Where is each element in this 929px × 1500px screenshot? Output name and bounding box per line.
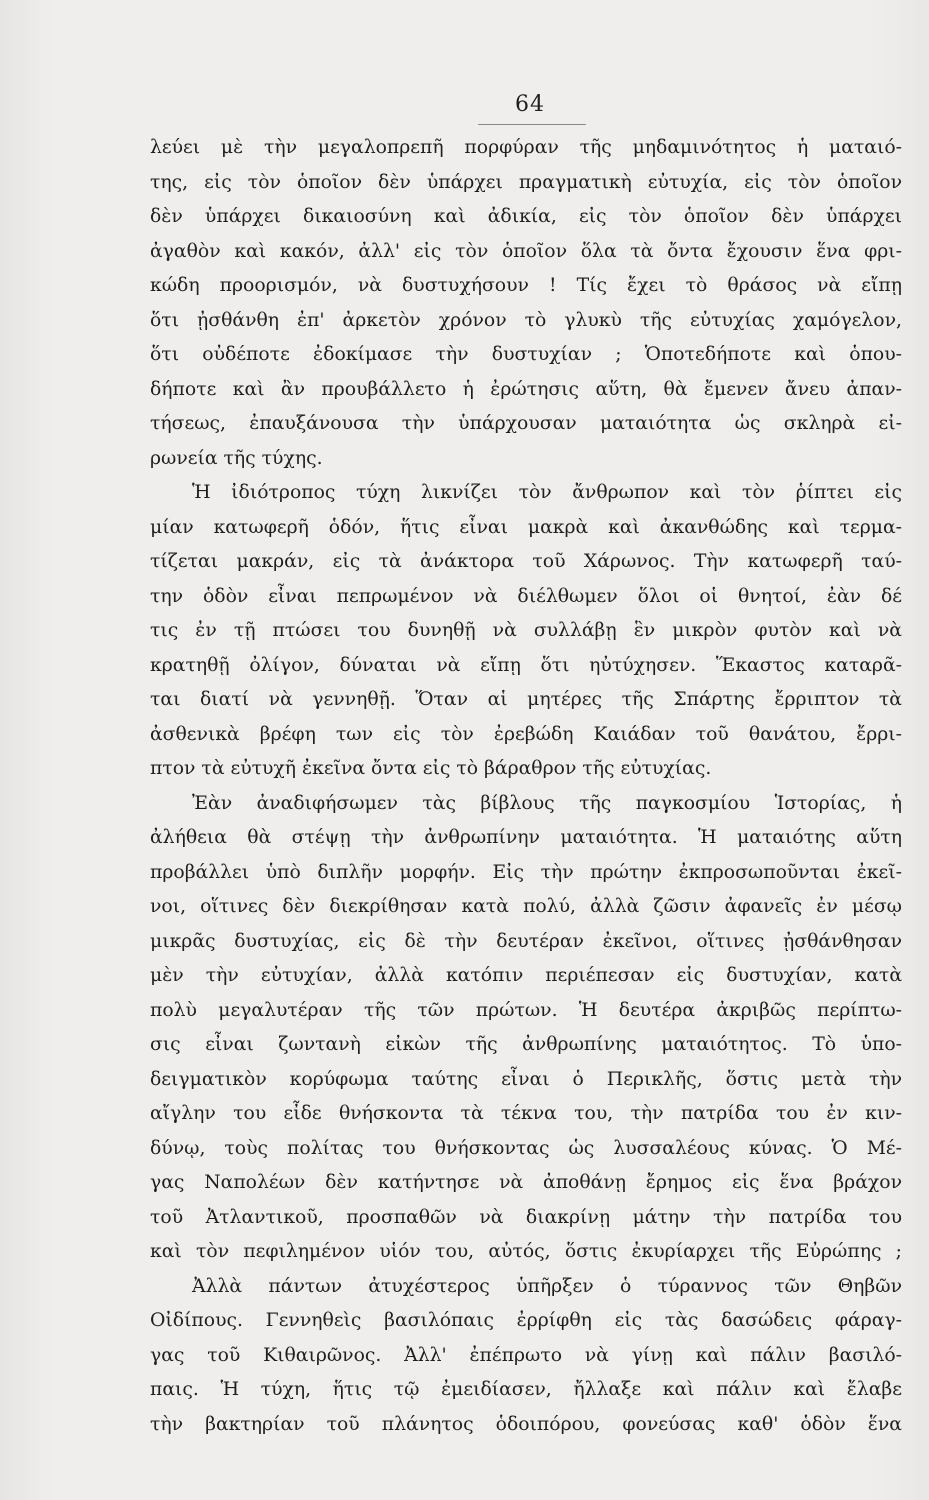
text-line: λεύει μὲ τὴν μεγαλοπρεπῆ πορφύραν τῆς μηδαμινότητος ἡ ματαιό- — [150, 137, 902, 158]
text-line: παις. Ἡ τύχη, ἥτις τῷ ἐμειδίασεν, ἤλλαξε καὶ πάλιν καὶ ἔλαβε — [150, 1379, 902, 1400]
text-line: σις εἶναι ζωντανὴ εἰκὼν τῆς ἀνθρωπίνης ματαιότητος. Τὸ ὑπο- — [150, 1034, 902, 1055]
text-line: γας Ναπολέων δὲν κατήντησε νὰ ἀποθάνῃ ἔρημος εἰς ἕνα βράχον — [150, 1172, 902, 1193]
page-number-rule — [478, 124, 586, 125]
text-line: πολὺ μεγαλυτέραν τῆς τῶν πρώτων. Ἡ δευτέρα ἀκριβῶς περίπτω- — [150, 999, 902, 1021]
text-line: δήποτε καὶ ἂν προυβάλλετο ἡ ἐρώτησις αὕτη, θὰ ἔμενεν ἄνευ ἀπαν- — [150, 378, 902, 400]
body-text — [150, 131, 902, 1442]
text-line: ρωνεία τῆς τύχης. — [150, 447, 323, 469]
text-line: αἴγλην του εἶδε θνήσκοντα τὰ τέκνα του, τὴν πατρίδα του ἐν κιν- — [150, 1103, 902, 1124]
text-line: νοι, οἵτινες δὲν διεκρίθησαν κατὰ πολύ, ἀλλὰ ζῶσιν ἀφανεῖς ἐν μέσῳ — [150, 896, 902, 917]
text-line: τις ἐν τῇ πτώσει του δυνηθῇ νὰ συλλάβῃ ἓν μικρὸν φυτὸν καὶ νὰ — [150, 620, 902, 641]
text-line: τίζεται μακράν, εἰς τὰ ἀνάκτορα τοῦ Χάρωνος. Τὴν κατωφερῆ ταύ- — [150, 551, 902, 572]
text-line: ἀσθενικὰ βρέφη των εἰς τὸν ἐρεβώδη Καιάδαν τοῦ θανάτου, ἔρρι- — [150, 723, 902, 745]
text-line: Ἐὰν ἀναδιφήσωμεν τὰς βίβλους τῆς παγκοσμίου Ἱστορίας, ἡ — [192, 792, 902, 814]
text-line: μικρᾶς δυστυχίας, εἰς δὲ τὴν δευτέραν ἐκεῖνοι, οἵτινες ᾐσθάνθησαν — [150, 930, 902, 952]
text-line: μὲν τὴν εὐτυχίαν, ἀλλὰ κατόπιν περιέπεσαν εἰς δυστυχίαν, κατὰ — [150, 965, 902, 986]
text-line: μίαν κατωφερῆ ὁδόν, ἥτις εἶναι μακρὰ καὶ ἀκανθώδης καὶ τερμα- — [150, 516, 902, 538]
text-line: ὅτι ᾐσθάνθη ἐπ' ἀρκετὸν χρόνον τὸ γλυκὺ τῆς εὐτυχίας χαμόγελον, — [150, 309, 902, 331]
text-line: γας τοῦ Κιθαιρῶνος. Ἀλλ' ἐπέπρωτο νὰ γίνῃ καὶ πάλιν βασιλό- — [150, 1344, 902, 1366]
text-line: δύνῳ, τοὺς πολίτας του θνήσκοντας ὡς λυσσαλέους κύνας. Ὁ Μέ- — [150, 1137, 902, 1159]
text-line: κώδη προορισμόν, νὰ δυστυχήσουν ! Τίς ἔχει τὸ θράσος νὰ εἴπῃ — [150, 275, 902, 296]
text-line: ἀλήθεια θὰ στέψῃ τὴν ἀνθρωπίνην ματαιότητα. Ἡ ματαιότης αὕτη — [150, 827, 902, 848]
text-line: την ὁδὸν εἶναι πεπρωμένον νὰ διέλθωμεν ὅλοι οἱ θνητοί, ἐὰν δέ — [150, 585, 902, 607]
text-line: Ἡ ἰδιότροπος τύχη λικνίζει τὸν ἄνθρωπον καὶ τὸν ῥίπτει εἰς — [192, 482, 902, 503]
text-line: ἀγαθὸν καὶ κακόν, ἀλλ' εἰς τὸν ὁποῖον ὅλα τὰ ὄντα ἔχουσιν ἕνα φρι- — [150, 240, 902, 262]
text-line: Ἀλλὰ πάντων ἀτυχέστερος ὑπῆρξεν ὁ τύραννος τῶν Θηβῶν — [192, 1275, 902, 1297]
text-line: προβάλλει ὑπὸ διπλῆν μορφήν. Εἰς τὴν πρώτην ἐκπροσωποῦνται ἐκεῖ- — [150, 861, 902, 883]
text-line: της, εἰς τὸν ὁποῖον δὲν ὑπάρχει πραγματικὴ εὐτυχία, εἰς τὸν ὁποῖον — [150, 171, 902, 193]
text-line: τοῦ Ἀτλαντικοῦ, προσπαθῶν νὰ διακρίνῃ μάτην τὴν πατρίδα του — [150, 1206, 902, 1228]
text-line: δειγματικὸν κορύφωμα ταύτης εἶναι ὁ Περικλῆς, ὅστις μετὰ τὴν — [150, 1068, 902, 1090]
text-line: ται διατί νὰ γεννηθῇ. Ὅταν αἱ μητέρες τῆς Σπάρτης ἔρριπτον τὰ — [150, 689, 902, 710]
text-line: δὲν ὑπάρχει δικαιοσύνη καὶ ἀδικία, εἰς τὸν ὁποῖον δὲν ὑπάρχει — [150, 206, 902, 227]
text-line: πτον τὰ εὐτυχῆ ἐκεῖνα ὄντα εἰς τὸ βάραθρον τῆς εὐτυχίας. — [150, 758, 712, 779]
text-line: τὴν βακτηρίαν τοῦ πλάνητος ὁδοιπόρου, φονεύσας καθ' ὁδὸν ἕνα — [150, 1413, 902, 1435]
page-number: 64 — [515, 92, 545, 117]
text-line: κρατηθῇ ὀλίγον, δύναται νὰ εἴπῃ ὅτι ηὐτύχησεν. Ἕκαστος καταρᾶ- — [150, 654, 902, 676]
text-line: ὅτι οὐδέποτε ἐδοκίμασε τὴν δυστυχίαν ; Ὁποτεδήποτε καὶ ὁπου- — [150, 344, 902, 365]
text-line: καὶ τὸν πεφιλημένον υἱόν του, αὐτός, ὅστις ἐκυρίαρχει τῆς Εὐρώπης ; — [150, 1241, 902, 1262]
text-line: Οἰδίπους. Γεννηθεὶς βασιλόπαις ἐρρίφθη εἰς τὰς δασώδεις φάραγ- — [150, 1310, 902, 1331]
text-line: τήσεως, ἐπαυξάνουσα τὴν ὑπάρχουσαν ματαιότητα ὡς σκληρὰ εἰ- — [150, 413, 902, 434]
